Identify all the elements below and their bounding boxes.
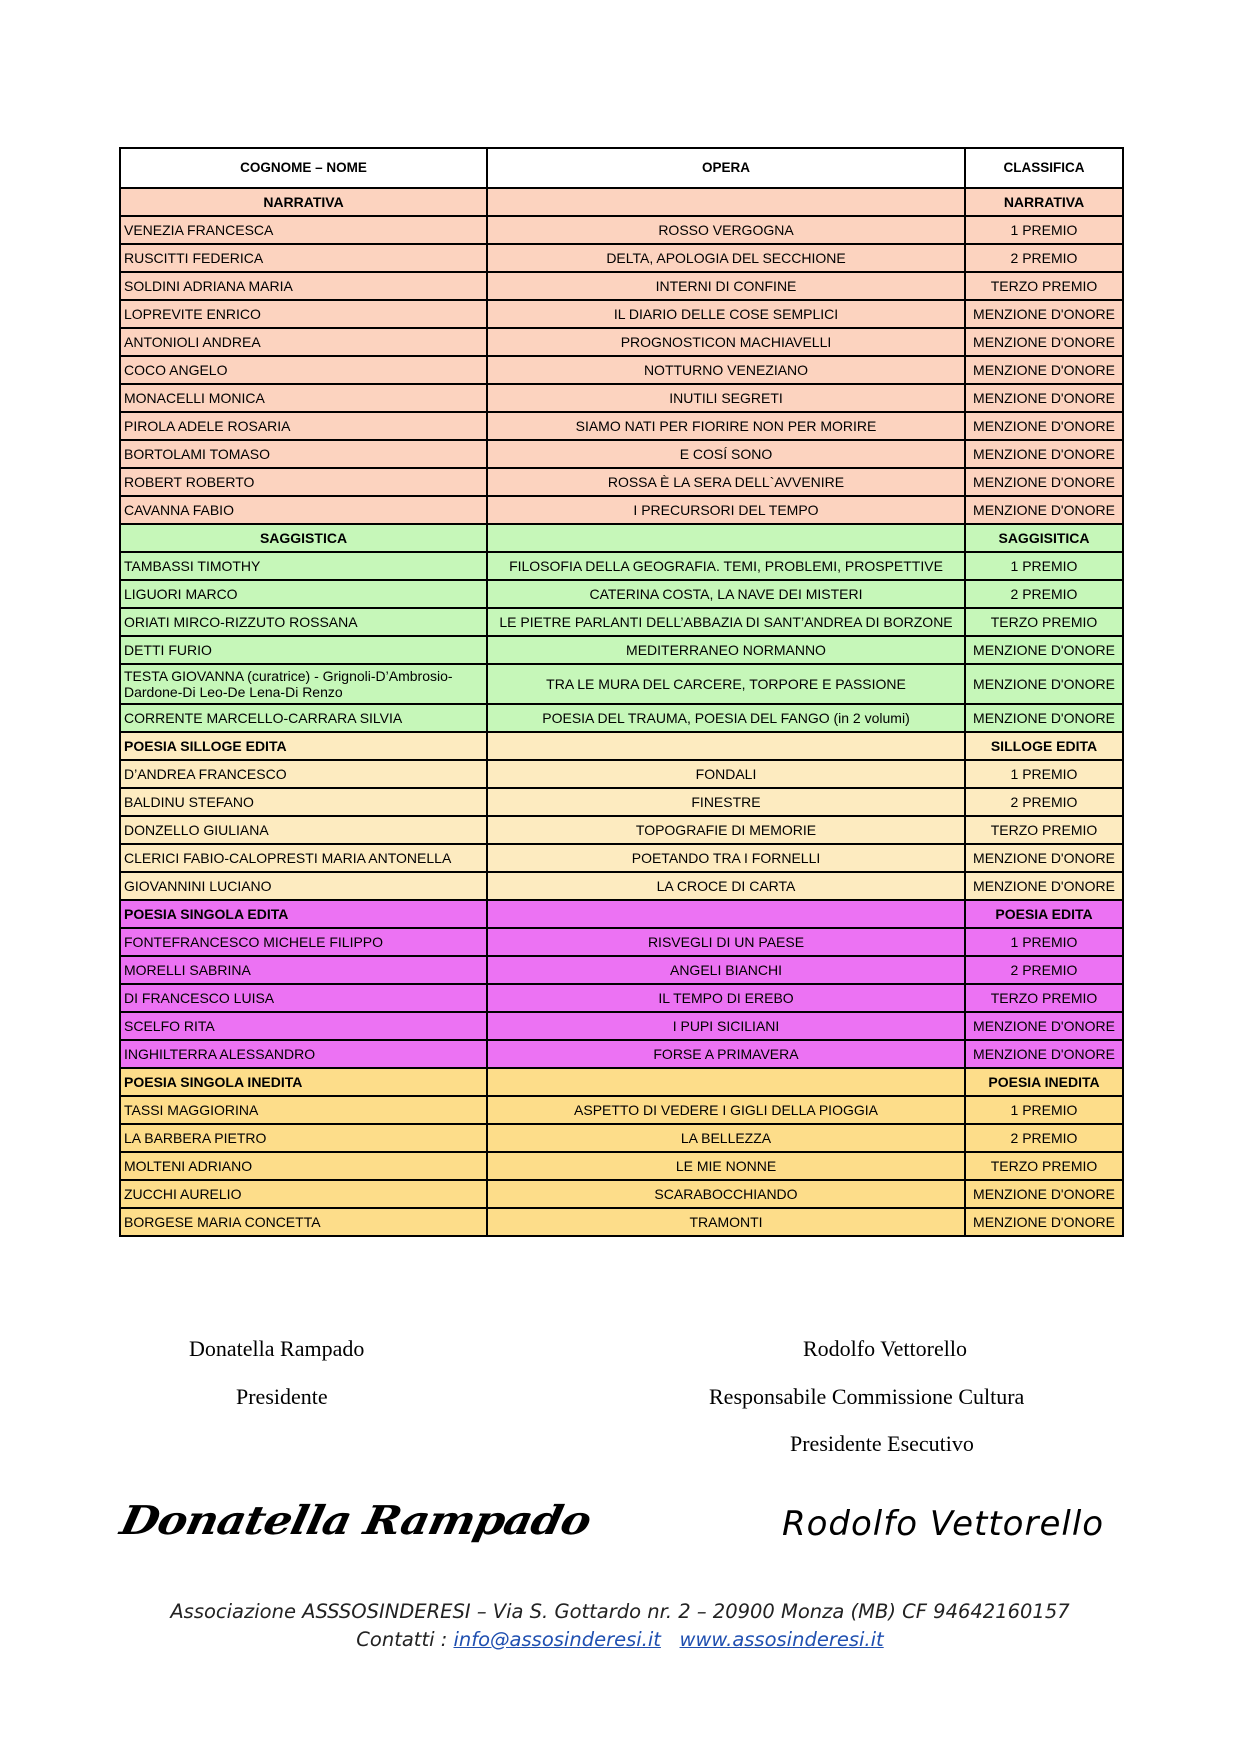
cell-classifica: 1 PREMIO	[965, 760, 1123, 788]
table-row	[120, 760, 1123, 788]
table-row	[120, 788, 1123, 816]
cell-classifica: 1 PREMIO	[965, 928, 1123, 956]
table-row	[120, 1180, 1123, 1208]
section-header-row	[120, 732, 1123, 760]
cell-cognome-nome: DI FRANCESCO LUISA	[120, 984, 487, 1012]
section-classifica-title: POESIA EDITA	[965, 900, 1123, 928]
signatory-role-left: Presidente	[236, 1384, 328, 1409]
cell-opera: SCARABOCCHIANDO	[487, 1180, 965, 1208]
cell-cognome-nome: CORRENTE MARCELLO-CARRARA SILVIA	[120, 704, 487, 732]
cell-opera: TRAMONTI	[487, 1208, 965, 1236]
cell-cognome-nome: DETTI FURIO	[120, 636, 487, 664]
section-title: POESIA SILLOGE EDITA	[120, 732, 487, 760]
cell-classifica: MENZIONE D'ONORE	[965, 636, 1123, 664]
cell-classifica: 2 PREMIO	[965, 244, 1123, 272]
table-row	[120, 440, 1123, 468]
table-row	[120, 496, 1123, 524]
cell-classifica: 2 PREMIO	[965, 956, 1123, 984]
cell-classifica: MENZIONE D'ONORE	[965, 1012, 1123, 1040]
cell-classifica: TERZO PREMIO	[965, 1152, 1123, 1180]
cell-opera: I PUPI SICILIANI	[487, 1012, 965, 1040]
cell-classifica: 2 PREMIO	[965, 1124, 1123, 1152]
table-row	[120, 1012, 1123, 1040]
cell-classifica: 2 PREMIO	[965, 580, 1123, 608]
section-header-row	[120, 1068, 1123, 1096]
cell-cognome-nome: SCELFO RITA	[120, 1012, 487, 1040]
table-row	[120, 216, 1123, 244]
cell-opera: MEDITERRANEO NORMANNO	[487, 636, 965, 664]
cell-classifica: MENZIONE D'ONORE	[965, 664, 1123, 704]
cell-cognome-nome: ORIATI MIRCO-RIZZUTO ROSSANA	[120, 608, 487, 636]
cell-classifica: TERZO PREMIO	[965, 984, 1123, 1012]
cell-cognome-nome: MORELLI SABRINA	[120, 956, 487, 984]
cell-opera: ROSSA È LA SERA DELL`AVVENIRE	[487, 468, 965, 496]
signatory-role2-right: Presidente Esecutivo	[790, 1431, 974, 1456]
section-title: POESIA SINGOLA INEDITA	[120, 1068, 487, 1096]
results-table	[119, 147, 1124, 1237]
table-row	[120, 1152, 1123, 1180]
cell-cognome-nome: FONTEFRANCESCO MICHELE FILIPPO	[120, 928, 487, 956]
header-cognome-nome: COGNOME – NOME	[120, 148, 487, 188]
table-row	[120, 956, 1123, 984]
cell-opera: LE MIE NONNE	[487, 1152, 965, 1180]
table-row	[120, 1040, 1123, 1068]
cell-cognome-nome: COCO ANGELO	[120, 356, 487, 384]
cell-cognome-nome: ROBERT ROBERTO	[120, 468, 487, 496]
cell-classifica: TERZO PREMIO	[965, 272, 1123, 300]
table-row	[120, 412, 1123, 440]
cell-cognome-nome: VENEZIA FRANCESCA	[120, 216, 487, 244]
cell-classifica: MENZIONE D'ONORE	[965, 1208, 1123, 1236]
cell-classifica: MENZIONE D'ONORE	[965, 384, 1123, 412]
table-row	[120, 552, 1123, 580]
table-body	[120, 188, 1123, 1236]
cell-opera: LA BELLEZZA	[487, 1124, 965, 1152]
cell-opera: POETANDO TRA I FORNELLI	[487, 844, 965, 872]
section-empty-cell	[487, 524, 965, 552]
section-title: POESIA SINGOLA EDITA	[120, 900, 487, 928]
signatory-role-right: Responsabile Commissione Cultura	[709, 1384, 1025, 1409]
table-row	[120, 636, 1123, 664]
cell-classifica: MENZIONE D'ONORE	[965, 328, 1123, 356]
section-classifica-title: POESIA INEDITA	[965, 1068, 1123, 1096]
handwritten-signature-right: Rodolfo Vettorello	[782, 1504, 1105, 1544]
signatory-name-right: Rodolfo Vettorello	[803, 1336, 967, 1361]
cell-opera: LA CROCE DI CARTA	[487, 872, 965, 900]
cell-cognome-nome: DONZELLO GIULIANA	[120, 816, 487, 844]
cell-classifica: MENZIONE D'ONORE	[965, 872, 1123, 900]
cell-opera: ANGELI BIANCHI	[487, 956, 965, 984]
cell-opera: IL TEMPO DI EREBO	[487, 984, 965, 1012]
table-row	[120, 244, 1123, 272]
cell-classifica: MENZIONE D'ONORE	[965, 1180, 1123, 1208]
table-row	[120, 928, 1123, 956]
footer-address: Associazione ASSSOSINDERESI – Via S. Gottardo nr. 2 – 20900 Monza (MB) CF 94642160157	[170, 1600, 1070, 1623]
cell-opera: PROGNOSTICON MACHIAVELLI	[487, 328, 965, 356]
cell-classifica: 2 PREMIO	[965, 788, 1123, 816]
cell-cognome-nome: GIOVANNINI LUCIANO	[120, 872, 487, 900]
cell-opera: POESIA DEL TRAUMA, POESIA DEL FANGO (in 2 volumi)	[487, 704, 965, 732]
table-row	[120, 872, 1123, 900]
table-row	[120, 300, 1123, 328]
section-empty-cell	[487, 732, 965, 760]
cell-cognome-nome: MOLTENI ADRIANO	[120, 1152, 487, 1180]
table-row	[120, 816, 1123, 844]
cell-cognome-nome: CLERICI FABIO-CALOPRESTI MARIA ANTONELLA	[120, 844, 487, 872]
table-row	[120, 580, 1123, 608]
table-row	[120, 1208, 1123, 1236]
section-classifica-title: SAGGISITICA	[965, 524, 1123, 552]
cell-opera: SIAMO NATI PER FIORIRE NON PER MORIRE	[487, 412, 965, 440]
handwritten-signature-left: Donatella Rampado	[116, 1498, 595, 1544]
cell-cognome-nome: PIROLA ADELE ROSARIA	[120, 412, 487, 440]
cell-classifica: MENZIONE D'ONORE	[965, 356, 1123, 384]
cell-opera: ASPETTO DI VEDERE I GIGLI DELLA PIOGGIA	[487, 1096, 965, 1124]
cell-cognome-nome: BORTOLAMI TOMASO	[120, 440, 487, 468]
cell-opera: FORSE A PRIMAVERA	[487, 1040, 965, 1068]
section-empty-cell	[487, 188, 965, 216]
section-empty-cell	[487, 900, 965, 928]
cell-opera: I PRECURSORI DEL TEMPO	[487, 496, 965, 524]
cell-cognome-nome: LOPREVITE ENRICO	[120, 300, 487, 328]
cell-opera: DELTA, APOLOGIA DEL SECCHIONE	[487, 244, 965, 272]
cell-cognome-nome: MONACELLI MONICA	[120, 384, 487, 412]
footer-contacts-label: Contatti :	[356, 1628, 448, 1651]
footer-website-link[interactable]: www.assosinderesi.it	[679, 1628, 884, 1651]
cell-classifica: 1 PREMIO	[965, 1096, 1123, 1124]
table-header-row	[120, 148, 1123, 188]
section-empty-cell	[487, 1068, 965, 1096]
cell-classifica: MENZIONE D'ONORE	[965, 440, 1123, 468]
cell-cognome-nome: D’ANDREA FRANCESCO	[120, 760, 487, 788]
table-row	[120, 1124, 1123, 1152]
cell-classifica: TERZO PREMIO	[965, 816, 1123, 844]
cell-classifica: 1 PREMIO	[965, 216, 1123, 244]
cell-opera: NOTTURNO VENEZIANO	[487, 356, 965, 384]
table-row	[120, 328, 1123, 356]
table-row	[120, 608, 1123, 636]
cell-opera: RISVEGLI DI UN PAESE	[487, 928, 965, 956]
table-row	[120, 664, 1123, 704]
cell-classifica: MENZIONE D'ONORE	[965, 496, 1123, 524]
table-row	[120, 384, 1123, 412]
cell-opera: CATERINA COSTA, LA NAVE DEI MISTERI	[487, 580, 965, 608]
footer-contacts	[0, 1628, 1240, 1651]
cell-classifica: TERZO PREMIO	[965, 608, 1123, 636]
cell-cognome-nome: TAMBASSI TIMOTHY	[120, 552, 487, 580]
cell-opera: FONDALI	[487, 760, 965, 788]
table-row	[120, 1096, 1123, 1124]
section-title: SAGGISTICA	[120, 524, 487, 552]
cell-classifica: MENZIONE D'ONORE	[965, 468, 1123, 496]
cell-opera: LE PIETRE PARLANTI DELL’ABBAZIA DI SANT’ANDREA DI BORZONE	[487, 608, 965, 636]
section-header-row	[120, 524, 1123, 552]
cell-opera: ROSSO VERGOGNA	[487, 216, 965, 244]
table-row	[120, 984, 1123, 1012]
table-row	[120, 704, 1123, 732]
cell-classifica: MENZIONE D'ONORE	[965, 844, 1123, 872]
cell-opera: FINESTRE	[487, 788, 965, 816]
table-row	[120, 272, 1123, 300]
cell-opera: TOPOGRAFIE DI MEMORIE	[487, 816, 965, 844]
cell-classifica: MENZIONE D'ONORE	[965, 704, 1123, 732]
cell-classifica: MENZIONE D'ONORE	[965, 300, 1123, 328]
signatory-name-left: Donatella Rampado	[189, 1336, 365, 1361]
table-row	[120, 468, 1123, 496]
table-row	[120, 844, 1123, 872]
cell-cognome-nome: LA BARBERA PIETRO	[120, 1124, 487, 1152]
cell-opera: FILOSOFIA DELLA GEOGRAFIA. TEMI, PROBLEMI, PROSPETTIVE	[487, 552, 965, 580]
section-classifica-title: SILLOGE EDITA	[965, 732, 1123, 760]
cell-opera: TRA LE MURA DEL CARCERE, TORPORE E PASSIONE	[487, 664, 965, 704]
cell-cognome-nome: TESTA GIOVANNA (curatrice) - Grignoli-D’Ambrosio-Dardone-Di Leo-De Lena-Di Renzo	[120, 664, 487, 704]
section-classifica-title: NARRATIVA	[965, 188, 1123, 216]
cell-cognome-nome: TASSI MAGGIORINA	[120, 1096, 487, 1124]
cell-classifica: MENZIONE D'ONORE	[965, 1040, 1123, 1068]
cell-cognome-nome: INGHILTERRA ALESSANDRO	[120, 1040, 487, 1068]
cell-classifica: 1 PREMIO	[965, 552, 1123, 580]
cell-cognome-nome: LIGUORI MARCO	[120, 580, 487, 608]
table-row	[120, 356, 1123, 384]
cell-cognome-nome: BALDINU STEFANO	[120, 788, 487, 816]
section-header-row	[120, 900, 1123, 928]
header-classifica: CLASSIFICA	[965, 148, 1123, 188]
cell-cognome-nome: CAVANNA FABIO	[120, 496, 487, 524]
cell-opera: E COSÍ SONO	[487, 440, 965, 468]
cell-cognome-nome: ANTONIOLI ANDREA	[120, 328, 487, 356]
cell-cognome-nome: SOLDINI ADRIANA MARIA	[120, 272, 487, 300]
footer-email-link[interactable]: info@assosinderesi.it	[453, 1628, 661, 1651]
cell-opera: INUTILI SEGRETI	[487, 384, 965, 412]
cell-cognome-nome: BORGESE MARIA CONCETTA	[120, 1208, 487, 1236]
section-header-row	[120, 188, 1123, 216]
cell-classifica: MENZIONE D'ONORE	[965, 412, 1123, 440]
cell-cognome-nome: RUSCITTI FEDERICA	[120, 244, 487, 272]
cell-opera: IL DIARIO DELLE COSE SEMPLICI	[487, 300, 965, 328]
section-title: NARRATIVA	[120, 188, 487, 216]
header-opera: OPERA	[487, 148, 965, 188]
cell-cognome-nome: ZUCCHI AURELIO	[120, 1180, 487, 1208]
cell-opera: INTERNI DI CONFINE	[487, 272, 965, 300]
